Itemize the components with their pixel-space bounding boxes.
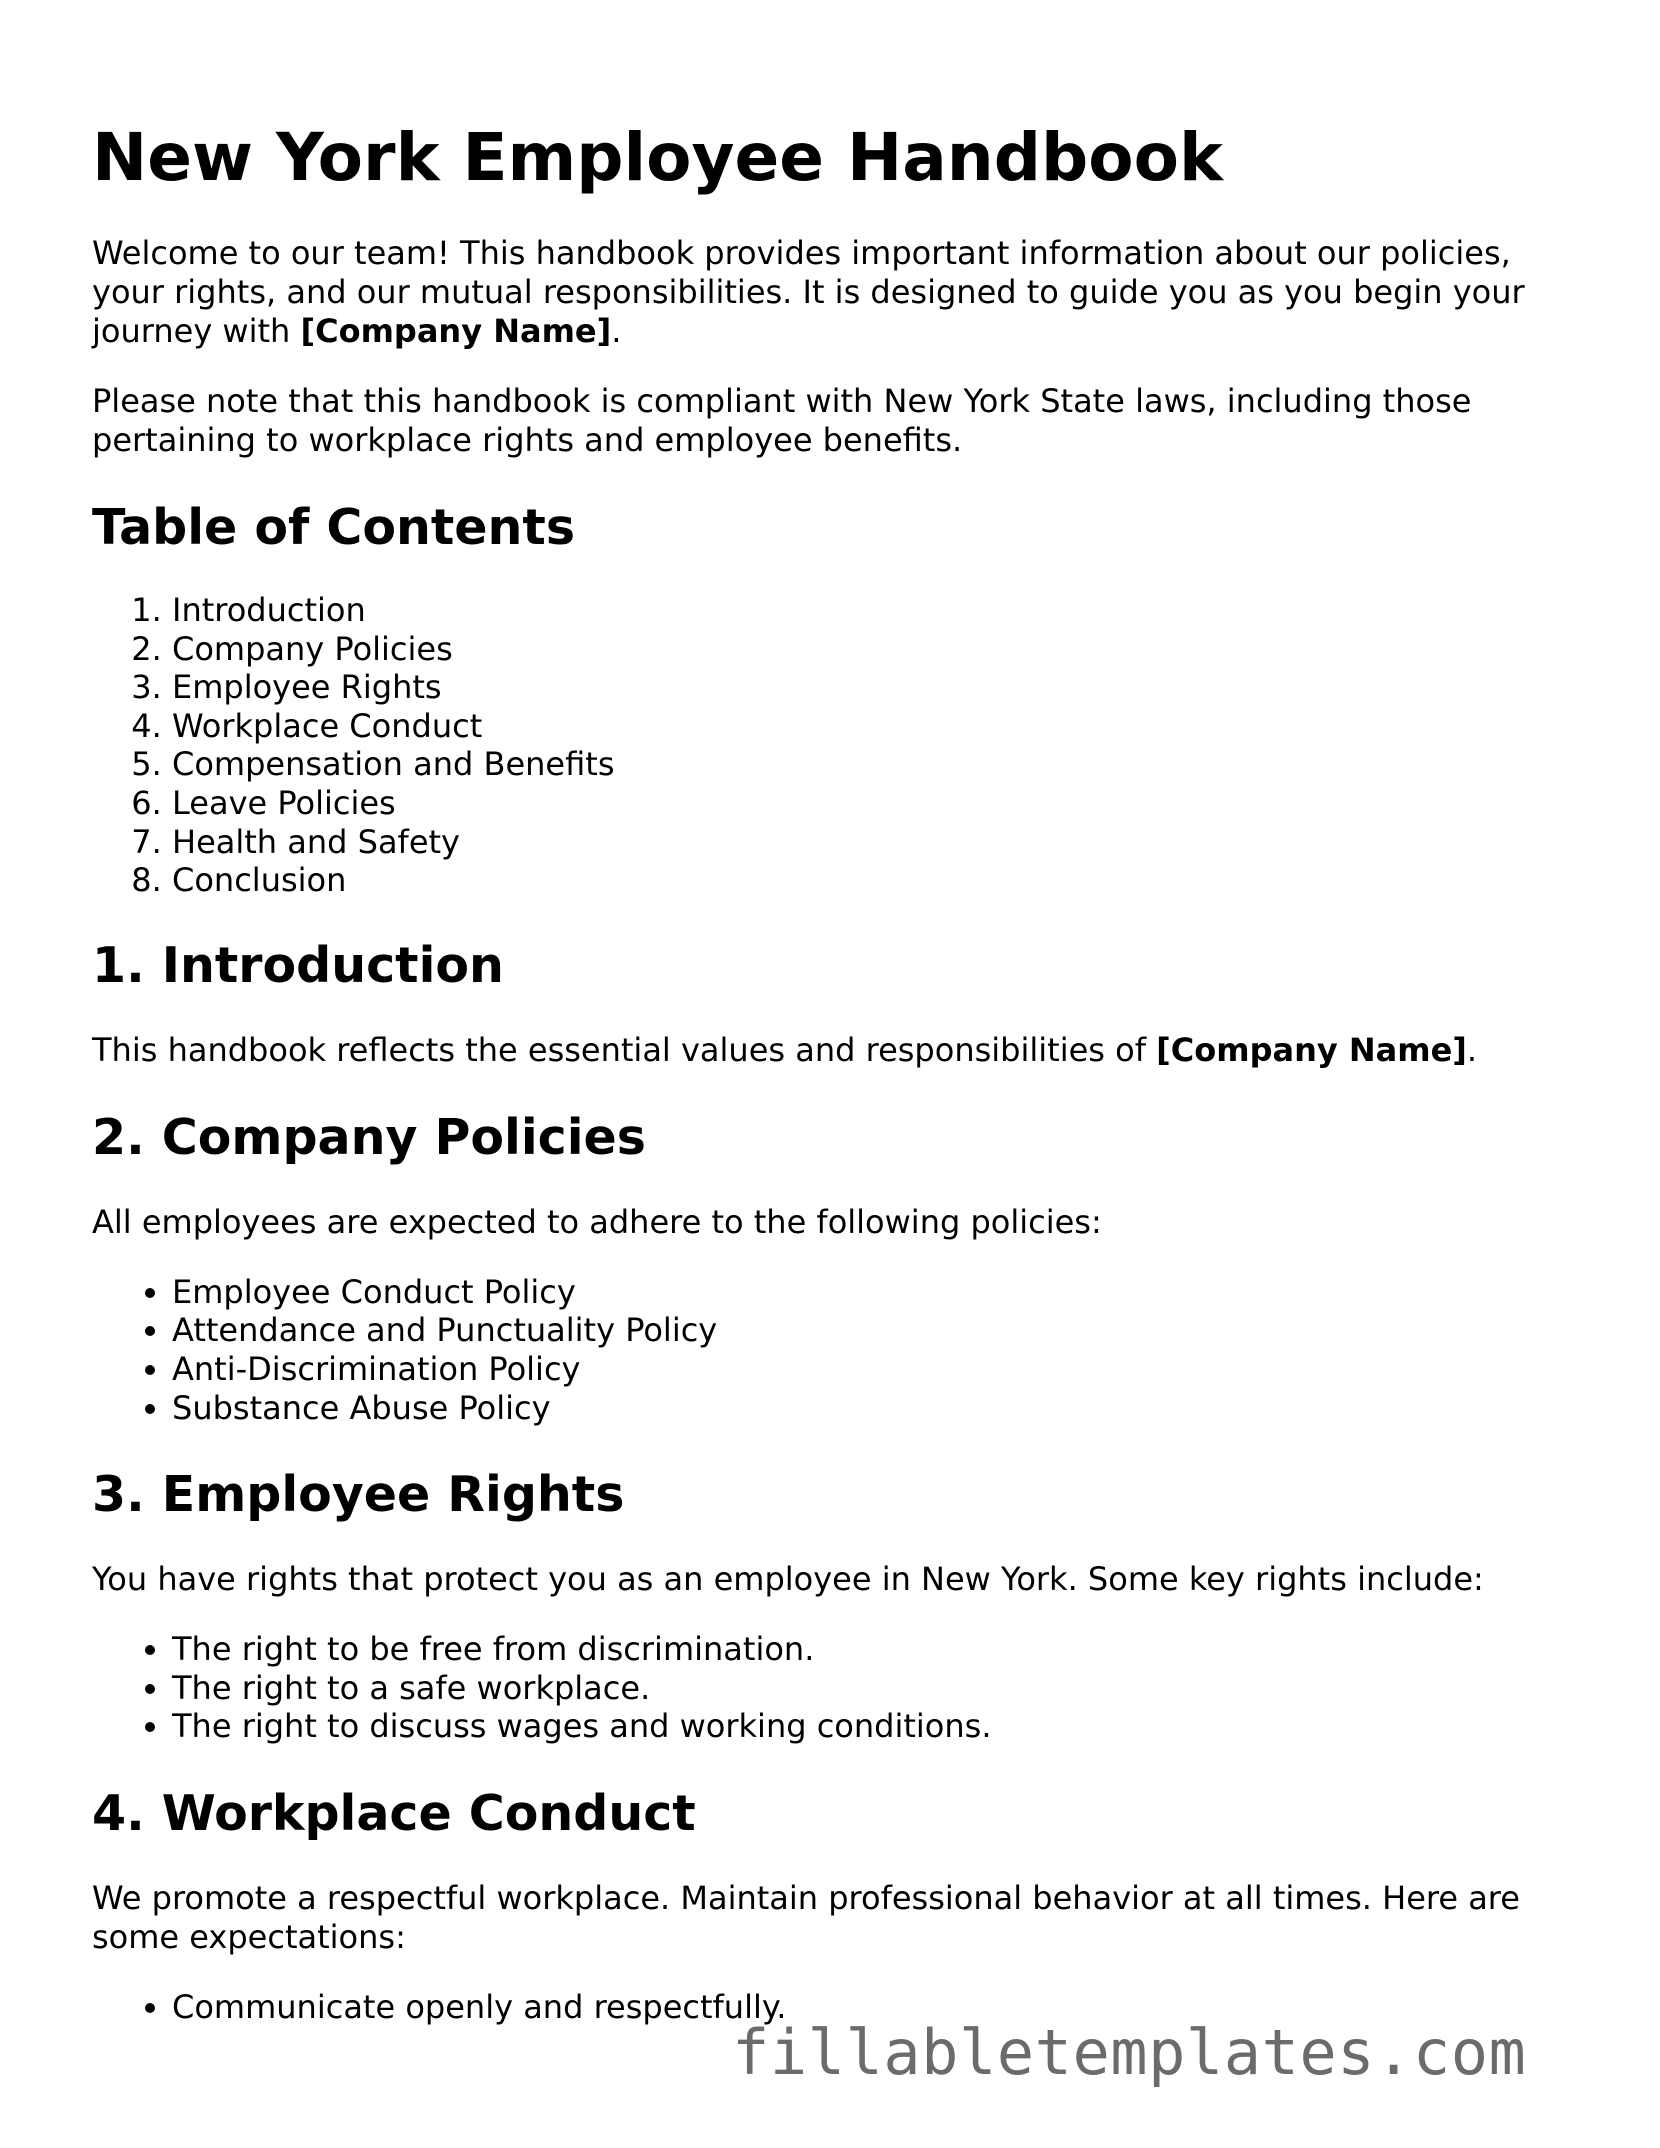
- document-title: New York Employee Handbook: [92, 119, 1223, 196]
- intro-paragraph-2: Please note that this handbook is compliant with New York State laws, including those pertaining to workplace rights and employee benefits.: [92, 382, 1472, 459]
- list-item: • Anti-Discrimination Policy: [172, 1350, 1592, 1389]
- company-policies-list: [92, 1273, 1592, 1427]
- section-employee-rights-text: You have rights that protect you as an employee in New York. Some key rights include:: [92, 1560, 1484, 1599]
- section-workplace-conduct-heading: 4. Workplace Conduct: [92, 1784, 696, 1842]
- section-company-policies-heading: 2. Company Policies: [92, 1108, 646, 1166]
- list-item: • Substance Abuse Policy: [172, 1389, 1592, 1428]
- list-item: • Employee Conduct Policy: [172, 1273, 1592, 1312]
- employee-rights-list: [92, 1630, 1592, 1746]
- company-name-placeholder: [Company Name]: [300, 312, 612, 350]
- section-workplace-conduct-text: We promote a respectful workplace. Maintain professional behavior at all times. Here are some expectations:: [92, 1878, 1520, 1956]
- section-introduction-text: [92, 1031, 1592, 1070]
- document-page: [92, 0, 1592, 2027]
- toc-item-compensation-benefits: 5. Compensation and Benefits: [172, 745, 1592, 784]
- toc-item-conclusion: 8. Conclusion: [172, 861, 1592, 900]
- watermark: fillabletemplates.com: [732, 2016, 1527, 2089]
- list-item: • Communicate openly and respectfully.: [172, 1988, 1592, 2027]
- list-item: • The right to a safe workplace.: [172, 1669, 1592, 1708]
- toc-item-leave-policies: 6. Leave Policies: [172, 784, 1592, 823]
- toc-list: [92, 591, 1592, 900]
- section-introduction-text-start: This handbook reflects the essential values and responsibilities of: [92, 1030, 1157, 1069]
- intro-text: Welcome to our team! This handbook provides important information about our policies, your rights, and our mutual responsibilities. It is designed to guide you as you begin your journey with: [92, 234, 1525, 350]
- toc-item-employee-rights: 3. Employee Rights: [172, 668, 1592, 707]
- list-item: • The right to discuss wages and working conditions.: [172, 1707, 1592, 1746]
- section-introduction-heading: 1. Introduction: [92, 936, 504, 994]
- section-company-policies-text: All employees are expected to adhere to the following policies:: [92, 1202, 1102, 1241]
- section-employee-rights-heading: 3. Employee Rights: [92, 1466, 625, 1524]
- toc-heading: Table of Contents: [92, 499, 576, 556]
- intro-paragraph-1: [92, 234, 1592, 351]
- toc-item-workplace-conduct: 4. Workplace Conduct: [172, 707, 1592, 746]
- section-introduction-text-end: .: [1466, 1030, 1478, 1069]
- company-name-placeholder: [Company Name]: [1156, 1030, 1467, 1069]
- toc-item-health-safety: 7. Health and Safety: [172, 823, 1592, 862]
- list-item: • Attendance and Punctuality Policy: [172, 1311, 1592, 1350]
- toc-item-introduction: 1. Introduction: [172, 591, 1592, 630]
- list-item: • The right to be free from discrimination.: [172, 1630, 1592, 1669]
- toc-item-company-policies: 2. Company Policies: [172, 630, 1592, 669]
- intro-text-end: .: [611, 312, 622, 350]
